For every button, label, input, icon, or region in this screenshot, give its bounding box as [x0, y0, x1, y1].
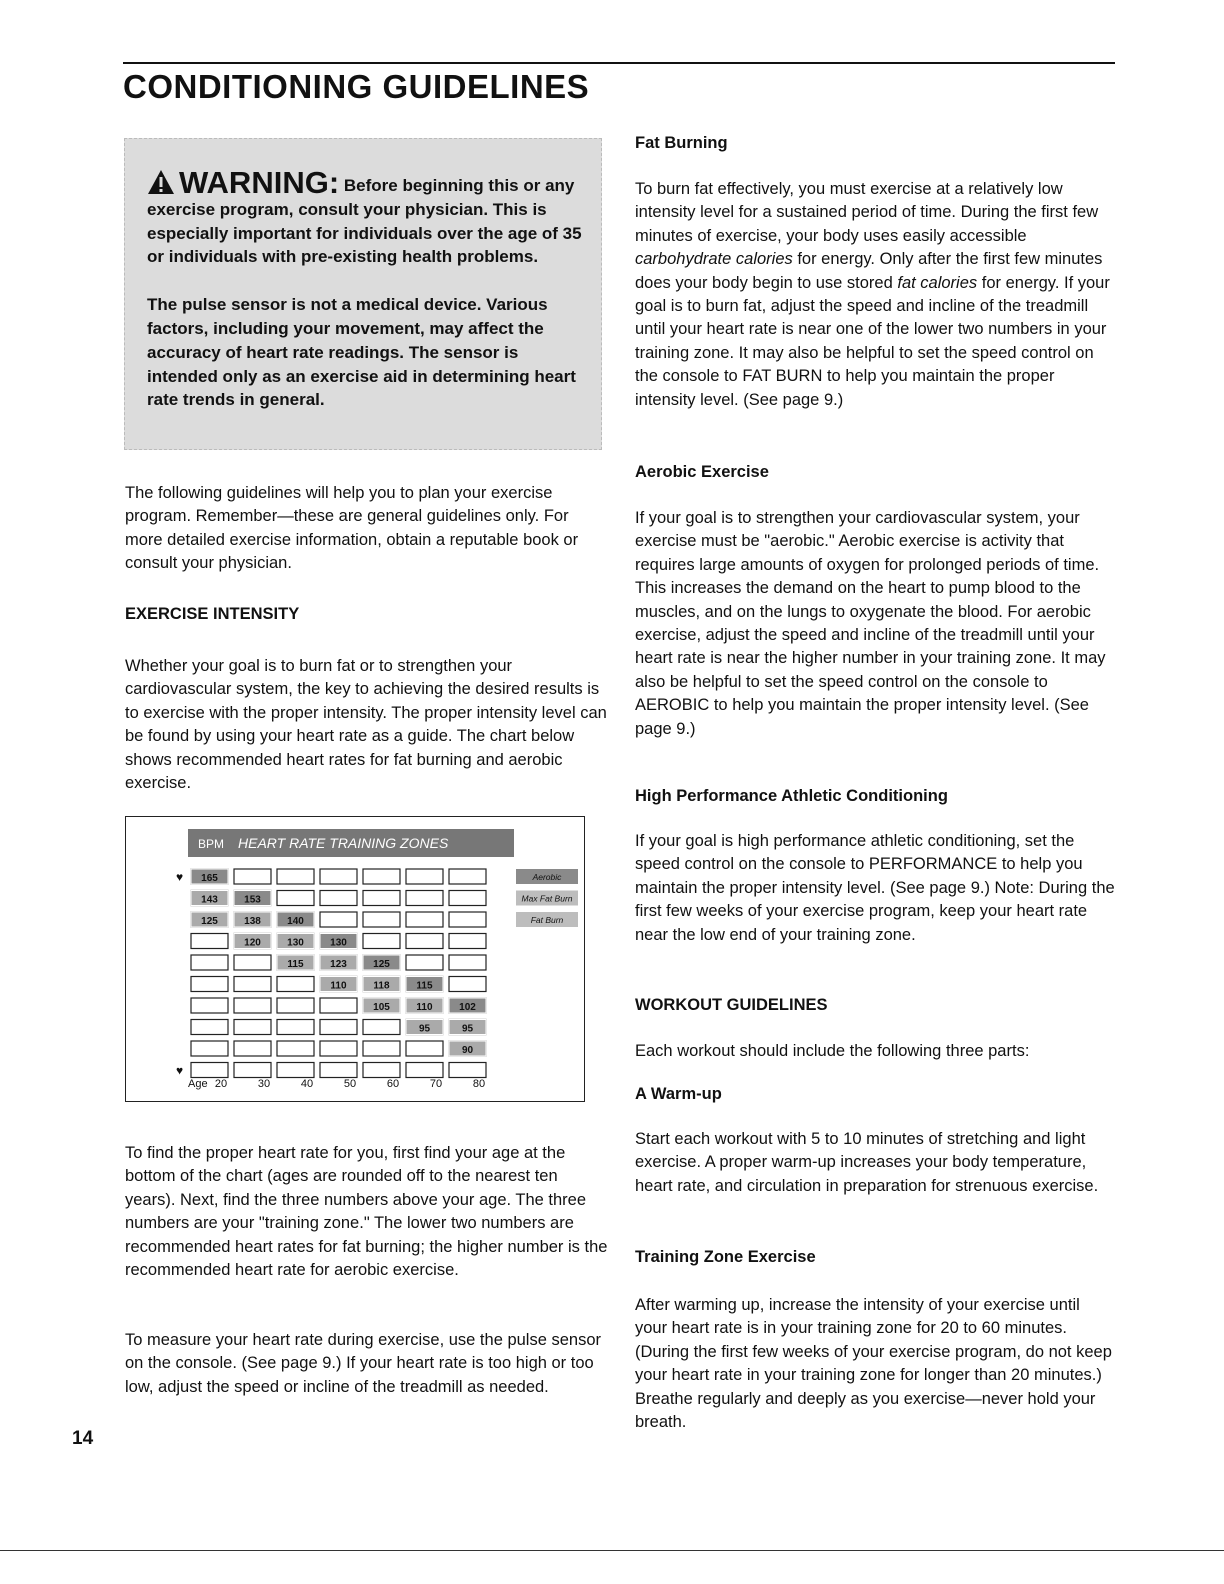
chart-grid-cell	[277, 998, 314, 1013]
chart-grid-cell	[406, 891, 443, 906]
chart-grid-cell	[449, 955, 486, 970]
chart-grid-cell	[234, 977, 271, 992]
chart-grid-cell	[191, 955, 228, 970]
aerobic-paragraph: If your goal is to strengthen your cardiovascular system, your exercise must be "aerobic." Aerobic exercise is activity that requires large amounts of oxygen for prolonged periods of time. This increases the demand on the heart to pump blood to the muscles, and on the lungs to oxygenate the blood. For aerobic exercise, adjust the speed and incline of the treadmill until your heart rate is near the higher number in your training zone. It may also be helpful to set the speed control on the console to AEROBIC to help you maintain the proper intensity level. (See page 9.)	[635, 509, 1106, 738]
chart-grid-cell	[363, 1041, 400, 1056]
aerobic-heading: Aerobic Exercise	[635, 463, 769, 481]
chart-grid-cell	[191, 934, 228, 949]
warning-box	[124, 138, 602, 450]
chart-grid-cell	[449, 1063, 486, 1078]
chart-grid-cell	[234, 869, 271, 884]
warm-up-heading: A Warm-up	[635, 1085, 722, 1103]
chart-grid-cell	[277, 1020, 314, 1035]
warning-text-rest: this or any exercise program, consult your physician. This is especially important for individuals over the age of 35 or individuals with pre-existing health problems.	[147, 176, 582, 267]
chart-grid-cell	[234, 955, 271, 970]
high-performance-heading: High Performance Athletic Conditioning	[635, 787, 948, 805]
high-performance-paragraph: If your goal is high performance athletic conditioning, set the speed control on the console to PERFORMANCE to help you maintain the proper intensity level. (See page 9.) Note: During the first few weeks of your exercise program, keep your heart rate near the low end of your training zone.	[635, 832, 1115, 944]
chart-age-tick: 70	[429, 1078, 443, 1090]
chart-title: HEART RATE TRAINING ZONES	[238, 835, 449, 851]
training-zone-paragraph: After warming up, increase the intensity of your exercise until your heart rate is in your training zone for 20 to 60 minutes. (During the first few weeks of your exercise program, do not keep your heart rate in your training zone for longer than 20 minutes.) Breathe regularly and deeply as you exercise—never hold your breath.	[635, 1296, 1112, 1432]
chart-grid-cell	[277, 977, 314, 992]
exercise-intensity-paragraph: Whether your goal is to burn fat or to strengthen your cardiovascular system, the key to achieving the desired results is to exercise with the proper intensity. The proper intensity level can be found by using your heart rate as a guide. The chart below shows recommended heart rates for fat burning and aerobic exercise.	[125, 657, 607, 793]
exercise-intensity-heading: EXERCISE INTENSITY	[125, 605, 300, 623]
chart-value-label: 125	[201, 916, 218, 927]
chart-age-tick: 40	[300, 1078, 314, 1090]
chart-grid-cell	[449, 891, 486, 906]
chart-value-label: 110	[330, 980, 347, 992]
heart-rate-chart	[125, 816, 585, 1102]
fat-burning-heading: Fat Burning	[635, 134, 728, 152]
chart-grid-cell	[234, 1020, 271, 1035]
chart-value-label: 165	[201, 873, 218, 884]
chart-grid-cell	[406, 869, 443, 884]
chart-value-label: 90	[461, 1045, 474, 1056]
chart-grid-cell	[406, 955, 443, 970]
fat-burning-text-1: To burn fat effectively, you must exercise at a relatively low intensity level for a sustained period of time. During the first few minutes of exercise, your body uses easily accessible	[635, 180, 1099, 245]
chart-grid-cell	[234, 998, 271, 1013]
warning-triangle-icon	[147, 169, 175, 195]
find-heart-rate-paragraph: To find the proper heart rate for you, first find your age at the bottom of the chart (ages are rounded off to the nearest ten years). Next, find the three numbers above your age. The three numbers are your "training zone." The lower two numbers are recommended heart rates for fat burning; the higher number is the recommended heart rate for aerobic exercise.	[125, 1144, 608, 1280]
chart-grid-cell	[191, 1063, 228, 1078]
fat-burning-em-1: carbohydrate calories	[635, 250, 793, 269]
heart-rate-chart-svg	[126, 817, 583, 1100]
chart-value-label: 138	[244, 916, 261, 927]
warning-heading: WARNING:	[179, 165, 340, 200]
chart-value-label: 153	[244, 894, 261, 906]
workout-guidelines-paragraph: Each workout should include the following three parts:	[635, 1042, 1030, 1060]
chart-age-tick: 50	[343, 1078, 357, 1090]
chart-legend-label: Fat Burn	[530, 915, 564, 925]
chart-grid-cell	[234, 1063, 271, 1078]
chart-value-label: 130	[330, 937, 347, 949]
warm-up-paragraph: Start each workout with 5 to 10 minutes of stretching and light exercise. A proper warm-up increases your body temperature, heart rate, and circulation in preparation for strenuous exercise.	[635, 1130, 1099, 1195]
chart-grid-cell	[363, 1020, 400, 1035]
chart-grid-cell	[363, 1063, 400, 1078]
intro-paragraph: The following guidelines will help you to plan your exercise program. Remember—these are general guidelines only. For more detailed exercise information, obtain a reputable book or consult your physician.	[125, 484, 579, 573]
chart-legend-label: Aerobic	[532, 872, 562, 882]
heart-icon: ♥	[176, 870, 184, 884]
training-zone-heading: Training Zone Exercise	[635, 1248, 816, 1266]
chart-value-label: 130	[287, 937, 304, 949]
chart-value-label: 102	[459, 1002, 476, 1013]
chart-value-label: 123	[330, 959, 347, 970]
chart-age-tick: 30	[257, 1078, 271, 1090]
chart-grid-cell	[320, 912, 357, 927]
fat-burning-text-2: for energy. Only after the first few minutes does your body begin to use stored	[635, 250, 1103, 292]
chart-grid-cell	[320, 891, 357, 906]
chart-value-label: 95	[418, 1023, 431, 1035]
chart-grid-cell	[406, 934, 443, 949]
chart-value-label: 115	[287, 959, 304, 970]
chart-grid-cell	[449, 977, 486, 992]
chart-value-label: 105	[373, 1002, 390, 1013]
chart-grid-cell	[320, 869, 357, 884]
chart-age-tick: 60	[386, 1078, 400, 1090]
chart-age-label: Age	[188, 1078, 208, 1090]
chart-grid-cell	[449, 934, 486, 949]
warning-sensor-text: The pulse sensor is not a medical device. Various factors, including your movement, may affect the accuracy of heart rate readings. The sensor is intended only as an exercise aid in determining heart rate trends in general.	[147, 295, 576, 410]
chart-age-tick: 20	[214, 1078, 228, 1090]
header-rule	[123, 62, 1115, 64]
chart-grid-cell	[277, 869, 314, 884]
chart-grid-cell	[363, 869, 400, 884]
chart-grid-cell	[320, 1020, 357, 1035]
measure-heart-rate-paragraph: To measure your heart rate during exercise, use the pulse sensor on the console. (See page 9.) If your heart rate is too high or too low, adjust the speed or incline of the treadmill as needed.	[125, 1331, 602, 1396]
chart-grid-cell	[191, 1020, 228, 1035]
chart-value-label: 110	[416, 1002, 433, 1013]
footer-rule	[0, 1550, 1224, 1551]
chart-grid-cell	[449, 869, 486, 884]
page-number: 14	[72, 1428, 94, 1449]
chart-value-label: 143	[201, 894, 218, 906]
chart-value-label: 120	[244, 937, 261, 949]
chart-grid-cell	[363, 891, 400, 906]
chart-value-label: 140	[287, 916, 304, 927]
page-title: CONDITIONING GUIDELINES	[123, 68, 590, 105]
chart-grid-cell	[320, 1041, 357, 1056]
chart-value-label: 118	[373, 980, 390, 992]
chart-value-label: 125	[373, 959, 390, 970]
chart-grid-cell	[449, 912, 486, 927]
fat-burning-paragraph	[635, 178, 1115, 412]
chart-grid-cell	[191, 998, 228, 1013]
chart-grid-cell	[406, 1063, 443, 1078]
chart-legend-label: Max Fat Burn	[521, 893, 573, 904]
chart-grid-cell	[320, 1063, 357, 1078]
chart-grid-cell	[363, 912, 400, 927]
chart-value-label: 115	[416, 980, 433, 992]
workout-guidelines-heading: WORKOUT GUIDELINES	[635, 996, 828, 1014]
warning-text-start: Before beginning	[343, 176, 484, 195]
chart-grid-cell	[277, 1063, 314, 1078]
chart-grid-cell	[277, 1041, 314, 1056]
fat-burning-text-3: for energy. If your goal is to burn fat, adjust the speed and incline of the treadmill until your heart rate is near one of the lower two numbers in your training zone. It may also be helpful to set the speed control on the console to FAT BURN to help you maintain the proper intensity level. (See page 9.)	[635, 273, 1110, 409]
chart-grid-cell	[363, 934, 400, 949]
fat-burning-em-2: fat calories	[897, 273, 978, 292]
chart-value-label: 95	[461, 1023, 474, 1035]
chart-bpm-label: BPM	[198, 837, 225, 851]
heart-icon: ♥	[176, 1063, 184, 1078]
chart-grid-cell	[277, 891, 314, 906]
chart-grid-cell	[406, 912, 443, 927]
chart-grid-cell	[234, 1041, 271, 1056]
chart-grid-cell	[191, 977, 228, 992]
chart-grid-cell	[191, 1041, 228, 1056]
chart-grid-cell	[406, 1041, 443, 1056]
chart-grid-cell	[320, 998, 357, 1013]
chart-age-tick: 80	[472, 1078, 486, 1090]
